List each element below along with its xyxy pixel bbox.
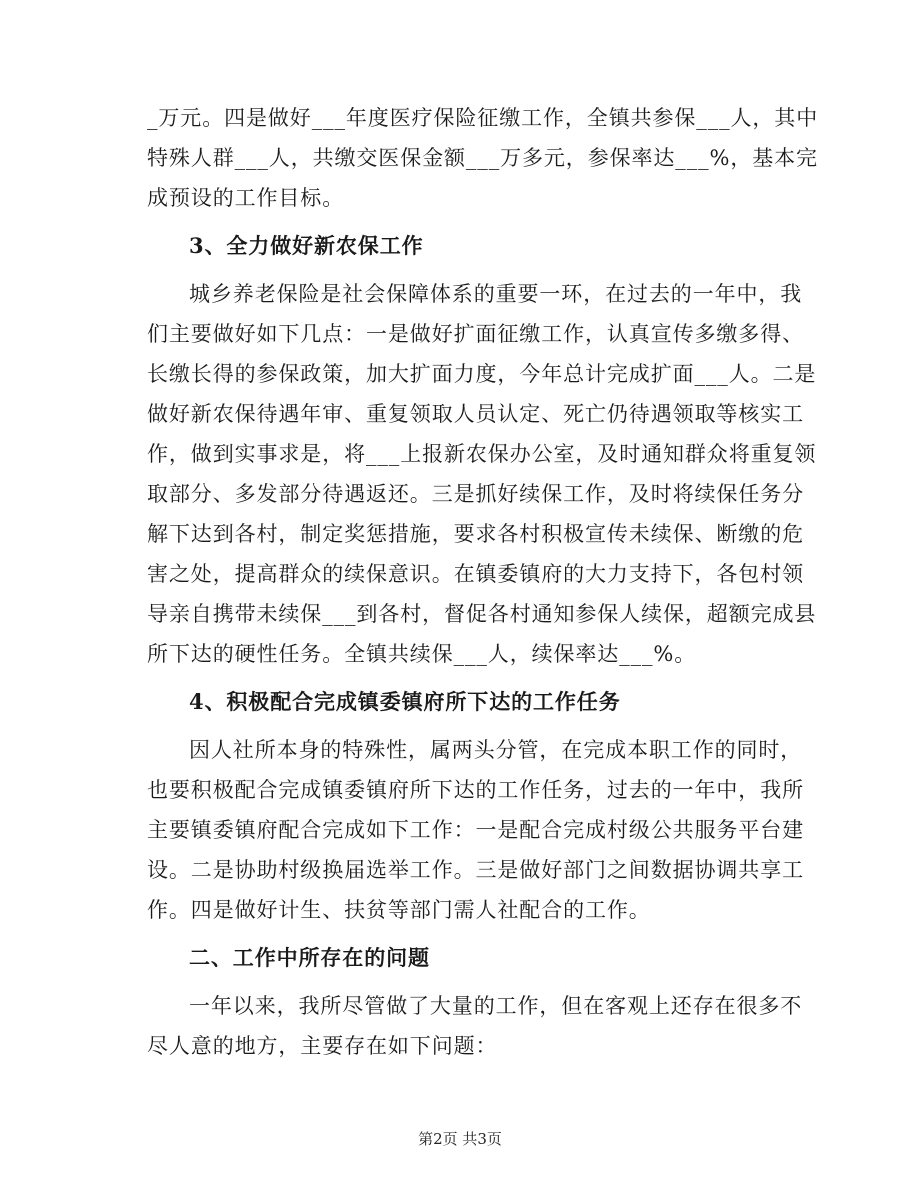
section-heading-4: 4、积极配合完成镇委镇府所下达的工作任务 — [189, 689, 621, 714]
paragraph-rural-pension — [147, 274, 817, 674]
text-line: 害之处，提高群众的续保意识。在镇委镇府的大力支持下，各包村领 — [147, 562, 804, 586]
text-line: 们主要做好如下几点：一是做好扩面征缴工作，认真宣传多缴多得、 — [147, 322, 804, 346]
paragraph-cooperation-tasks — [147, 730, 804, 930]
section-heading-problems: 二、工作中所存在的问题 — [189, 945, 430, 970]
paragraph-medical-insurance — [147, 98, 819, 218]
text-line: 做好新农保待遇年审、重复领取人员认定、死亡仍待遇领取等核实工 — [147, 402, 804, 426]
page-number-footer: 第2页 共3页 — [418, 1130, 502, 1148]
text-line: _万元。四是做好___年度医疗保险征缴工作，全镇共参保___人，其中 — [147, 106, 819, 130]
text-line: 城乡养老保险是社会保障体系的重要一环，在过去的一年中，我 — [189, 282, 803, 306]
text-line: 成预设的工作目标。 — [147, 186, 345, 210]
text-line: 主要镇委镇府配合完成如下工作：一是配合完成村级公共服务平台建 — [147, 818, 804, 842]
text-line: 设。二是协助村级换届选举工作。三是做好部门之间数据协调共享工 — [147, 858, 804, 882]
text-line: 取部分、多发部分待遇返还。三是抓好续保工作，及时将续保任务分 — [147, 482, 804, 506]
text-line: 所下达的硬性任务。全镇共续保___人，续保率达___%。 — [147, 642, 697, 666]
text-line: 一年以来，我所尽管做了大量的工作，但在客观上还存在很多不 — [189, 994, 803, 1018]
text-line: 导亲自携带未续保___到各村，督促各村通知参保人续保，超额完成县 — [147, 602, 817, 626]
text-line: 长缴长得的参保政策，加大扩面力度，今年总计完成扩面___人。二是 — [147, 362, 817, 386]
text-line: 作，做到实事求是，将___上报新农保办公室，及时通知群众将重复领 — [147, 442, 817, 466]
text-line: 解下达到各村，制定奖惩措施，要求各村积极宣传未续保、断缴的危 — [147, 522, 804, 546]
text-line: 作。四是做好计生、扶贫等部门需人社配合的工作。 — [147, 898, 651, 922]
text-line: 特殊人群___人，共缴交医保金额___万多元，参保率达___%，基本完 — [147, 146, 818, 170]
text-line: 因人社所本身的特殊性，属两头分管，在完成本职工作的同时， — [189, 738, 803, 762]
section-heading-3: 3、全力做好新农保工作 — [189, 233, 424, 258]
document-body — [147, 98, 819, 1066]
text-line: 尽人意的地方，主要存在如下问题： — [147, 1034, 498, 1058]
text-line: 也要积极配合完成镇委镇府所下达的工作任务，过去的一年中，我所 — [147, 778, 804, 802]
paragraph-problems — [147, 986, 803, 1066]
